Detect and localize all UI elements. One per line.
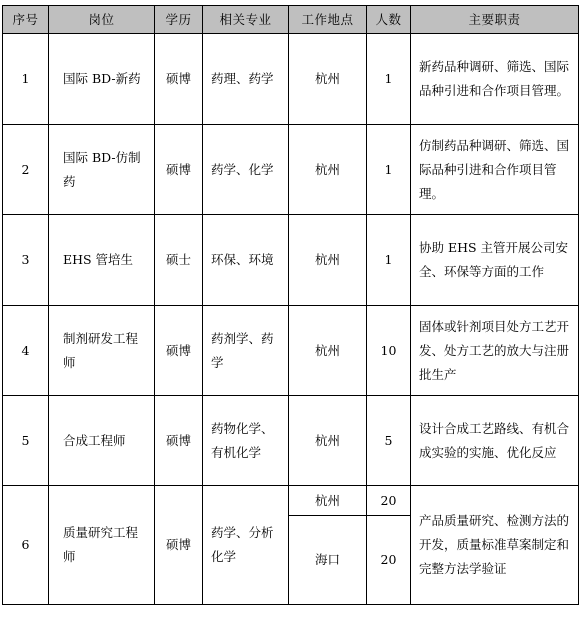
table-row [3,396,579,486]
row-duty: 新药品种调研、筛选、国际品种引进和合作项目管理。 [411,34,579,125]
row-degree: 硕博 [155,306,203,396]
header-degree: 学历 [155,6,203,34]
row-degree: 硕博 [155,396,203,486]
row-duty: 协助 EHS 主管开展公司安全、环保等方面的工作 [411,215,579,306]
row-position: 质量研究工程师 [49,486,155,605]
row-no: 5 [3,396,49,486]
row-location: 杭州 [289,34,367,125]
header-no: 序号 [3,6,49,34]
row-count: 20 [367,486,411,516]
table-row [3,125,579,215]
row-location: 杭州 [289,125,367,215]
row-location: 杭州 [289,215,367,306]
row-degree: 硕士 [155,215,203,306]
header-count: 人数 [367,6,411,34]
header-row [3,6,579,34]
row-count: 1 [367,34,411,125]
table-row [3,215,579,306]
row-major: 药剂学、药学 [203,306,289,396]
row-position: 制剂研发工程师 [49,306,155,396]
row-degree: 硕博 [155,125,203,215]
row-position: 国际 BD-新药 [49,34,155,125]
row-count: 5 [367,396,411,486]
row-duty: 产品质量研究、检测方法的开发，质量标准草案制定和完整方法学验证 [411,486,579,605]
table-row [3,34,579,125]
row-degree: 硕博 [155,34,203,125]
row-no: 4 [3,306,49,396]
row-position: EHS 管培生 [49,215,155,306]
row-count: 1 [367,215,411,306]
row-position: 合成工程师 [49,396,155,486]
row-location: 海口 [289,516,367,605]
header-duty: 主要职责 [411,6,579,34]
row-degree: 硕博 [155,486,203,605]
row-no: 3 [3,215,49,306]
row-no: 6 [3,486,49,605]
row-position: 国际 BD-仿制药 [49,125,155,215]
row-location: 杭州 [289,306,367,396]
row-no: 1 [3,34,49,125]
row-location: 杭州 [289,486,367,516]
row-duty: 固体或针剂项目处方工艺开发、处方工艺的放大与注册批生产 [411,306,579,396]
row-no: 2 [3,125,49,215]
row-count: 20 [367,516,411,605]
row-major: 药学、化学 [203,125,289,215]
row-count: 1 [367,125,411,215]
row-major: 药理、药学 [203,34,289,125]
table-row [3,306,579,396]
row-location: 杭州 [289,396,367,486]
row-major: 环保、环境 [203,215,289,306]
recruitment-table [2,5,579,605]
row-major: 药物化学、有机化学 [203,396,289,486]
row-duty: 仿制药品种调研、筛选、国际品种引进和合作项目管理。 [411,125,579,215]
header-location: 工作地点 [289,6,367,34]
row-count: 10 [367,306,411,396]
header-position: 岗位 [49,6,155,34]
table-row [3,486,579,516]
header-major: 相关专业 [203,6,289,34]
row-major: 药学、分析化学 [203,486,289,605]
row-duty: 设计合成工艺路线、有机合成实验的实施、优化反应 [411,396,579,486]
